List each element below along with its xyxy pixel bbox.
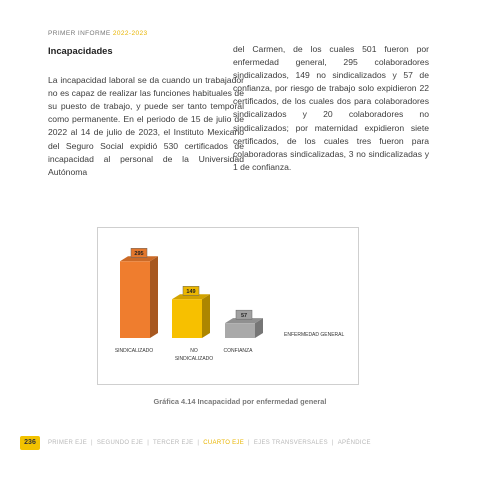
paragraph-left: La incapacidad laboral se da cuando un trabajador no es capaz de realizar las funciones habituales de su puesto de trabajo, y puede ser tanto temporal como permanente. En el periodo de 15 de julio de 2022 al 14 de julio de 2023, el Instituto Mexicano del Seguro Social expidió 530 certificados de incapacidad al personal de la Universidad Autónoma (48, 75, 244, 177)
page-header (48, 30, 148, 37)
bar (225, 323, 255, 338)
text-column-right (233, 43, 429, 174)
nav-item[interactable]: APÉNDICE (337, 440, 371, 446)
category-label: SINDICALIZADO (114, 348, 154, 354)
section-title: Incapacidades (48, 45, 113, 56)
bar (120, 261, 150, 338)
category-label: CONFIANZA (223, 348, 253, 354)
figure-caption: Gráfica 4.14 Incapacidad por enfermedad general (153, 397, 327, 406)
nav-separator: | (197, 440, 200, 446)
nav-item[interactable]: EJES TRANSVERSALES (253, 440, 328, 446)
bar-side (202, 294, 210, 338)
chart-container (97, 227, 359, 385)
paragraph-right: del Carmen, de los cuales 501 fueron por enfermedad general, 295 colaboradores sindicalizados, 149 no sindicalizados y 57 de confianza, por riesgo de trabajo solo expidieron 22 certificados, de los cuales dos para colaboradores sindicalizados y 20 colaboradores no sindicalizados; por maternidad expidieron siete certificados, de los cuales tres fueron para colaboradoras sindicalizadas, 3 no sindicalizadas y 1 de confianza. (233, 44, 429, 172)
bar-chart (98, 228, 358, 384)
nav-separator: | (91, 440, 93, 446)
category-label: SINDICALIZADO (174, 356, 214, 362)
nav-item[interactable]: TERCER EJE (153, 440, 194, 446)
header-prefix: PRIMER INFORME (48, 30, 111, 37)
nav-separator: | (248, 440, 250, 446)
legend-label: ENFERMEDAD GENERAL (284, 332, 345, 338)
header-year: 2022-2023 (112, 30, 148, 37)
data-label: 57 (240, 312, 248, 319)
text-column-left (48, 44, 244, 179)
nav-item[interactable]: SEGUNDO EJE (96, 440, 144, 446)
bar (172, 299, 202, 338)
category-label: NO (190, 348, 198, 354)
nav-item[interactable]: CUARTO EJE (203, 440, 245, 446)
section-nav (48, 440, 371, 446)
nav-item[interactable]: PRIMER EJE (48, 440, 88, 446)
data-label: 295 (134, 250, 144, 257)
data-label: 149 (186, 288, 196, 295)
nav-separator: | (147, 440, 150, 446)
page-number: 236 (20, 436, 40, 450)
nav-separator: | (331, 440, 334, 446)
bar-side (150, 256, 158, 338)
